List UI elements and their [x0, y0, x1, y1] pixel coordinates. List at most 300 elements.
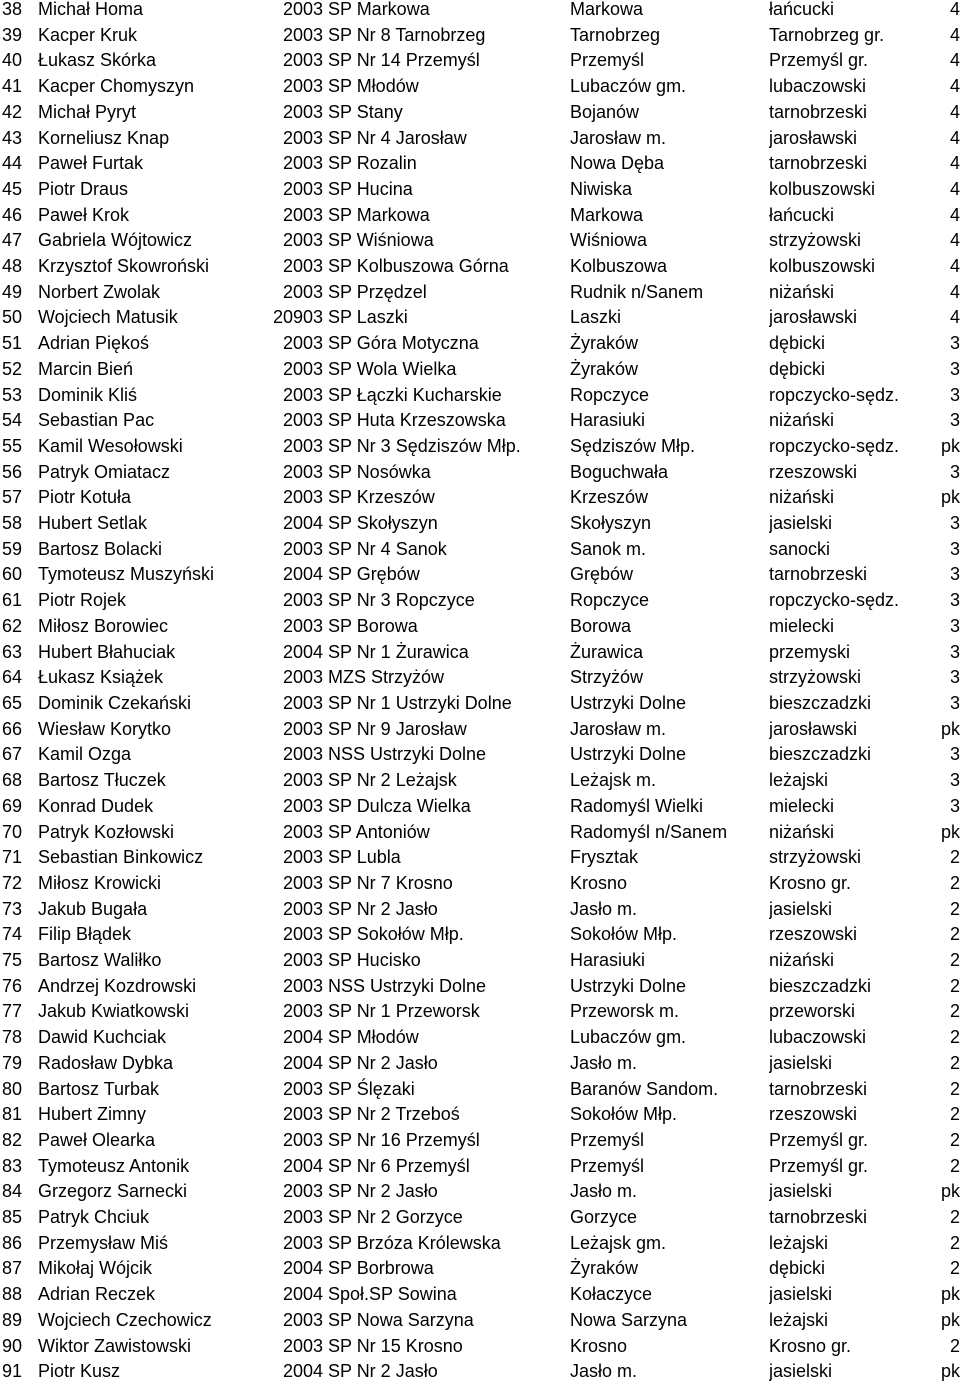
place-number-cell: 68: [2, 770, 23, 791]
place-number-cell: 60: [2, 564, 23, 585]
place-number-cell: 84: [2, 1181, 23, 1202]
table-row: [0, 640, 960, 666]
county-cell: Przemyśl gr.: [769, 1155, 869, 1176]
table-row: [0, 974, 960, 1000]
municipality-cell: Ropczyce: [570, 590, 650, 611]
county-cell: przeworski: [769, 1001, 856, 1022]
school-name-cell: SP Łączki Kucharskie: [328, 384, 502, 405]
school-name-cell: SP Markowa: [328, 204, 430, 225]
school-name-cell: SP Borowa: [328, 615, 418, 636]
table-row: [0, 1102, 960, 1128]
municipality-cell: Sokołów Młp.: [570, 924, 678, 945]
score-cell: pk: [940, 718, 960, 739]
score-cell: 2: [949, 1104, 960, 1125]
school-name-cell: NSS Ustrzyki Dolne: [328, 744, 487, 765]
table-row: [0, 485, 960, 511]
score-cell: 4: [949, 307, 960, 328]
birth-year-cell: 2003: [282, 1309, 323, 1330]
birth-year-cell: 2003: [282, 358, 323, 379]
municipality-cell: Ropczyce: [570, 384, 650, 405]
table-row: [0, 1025, 960, 1051]
municipality-cell: Leżajsk m.: [570, 770, 657, 791]
table-row: [0, 562, 960, 588]
county-cell: jasielski: [769, 1052, 833, 1073]
county-cell: mielecki: [769, 795, 835, 816]
county-cell: Tarnobrzeg gr.: [769, 24, 885, 45]
score-cell: 4: [949, 153, 960, 174]
birth-year-cell: 2003: [282, 76, 323, 97]
school-name-cell: SP Nr 8 Tarnobrzeg: [328, 24, 486, 45]
score-cell: 3: [949, 641, 960, 662]
place-number-cell: 69: [2, 795, 23, 816]
birth-year-cell: 2003: [282, 898, 323, 919]
score-cell: 4: [949, 178, 960, 199]
student-name-cell: Wojciech Czechowicz: [38, 1309, 212, 1330]
table-row: [0, 588, 960, 614]
county-cell: ropczycko-sędz.: [769, 384, 900, 405]
place-number-cell: 45: [2, 178, 23, 199]
school-name-cell: SP Nr 2 Gorzyce: [328, 1207, 463, 1228]
county-cell: sanocki: [769, 538, 831, 559]
table-row: [0, 871, 960, 897]
score-cell: 4: [949, 76, 960, 97]
birth-year-cell: 2003: [282, 1078, 323, 1099]
place-number-cell: 55: [2, 435, 23, 456]
municipality-cell: Ustrzyki Dolne: [570, 692, 687, 713]
place-number-cell: 43: [2, 127, 23, 148]
school-name-cell: SP Nowa Sarzyna: [328, 1309, 474, 1330]
table-row: [0, 1231, 960, 1257]
municipality-cell: Strzyżów: [570, 667, 644, 688]
student-name-cell: Dawid Kuchciak: [38, 1027, 167, 1048]
county-cell: lubaczowski: [769, 76, 867, 97]
score-cell: 3: [949, 615, 960, 636]
score-cell: 4: [949, 127, 960, 148]
student-name-cell: Wojciech Matusik: [38, 307, 178, 328]
score-cell: 3: [949, 667, 960, 688]
county-cell: Przemyśl gr.: [769, 1129, 869, 1150]
school-name-cell: SP Skołyszyn: [328, 513, 438, 534]
student-name-cell: Krzysztof Skowroński: [38, 256, 210, 277]
score-cell: 4: [949, 281, 960, 302]
student-name-cell: Piotr Kotuła: [38, 487, 132, 508]
place-number-cell: 73: [2, 898, 23, 919]
table-row: [0, 177, 960, 203]
table-row: [0, 254, 960, 280]
score-cell: pk: [940, 435, 960, 456]
student-name-cell: Hubert Setlak: [38, 513, 148, 534]
school-name-cell: SP Nr 1 Przeworsk: [328, 1001, 480, 1022]
table-row: [0, 742, 960, 768]
county-cell: jasielski: [769, 1284, 833, 1305]
place-number-cell: 47: [2, 230, 23, 251]
place-number-cell: 80: [2, 1078, 23, 1099]
score-cell: pk: [940, 1181, 960, 1202]
municipality-cell: Krosno: [570, 1335, 628, 1356]
student-name-cell: Patryk Chciuk: [38, 1207, 150, 1228]
student-name-cell: Gabriela Wójtowicz: [38, 230, 193, 251]
municipality-cell: Gorzyce: [570, 1207, 638, 1228]
student-name-cell: Marcin Bień: [38, 358, 134, 379]
place-number-cell: 67: [2, 744, 23, 765]
student-name-cell: Piotr Draus: [38, 178, 129, 199]
birth-year-cell: 2003: [282, 692, 323, 713]
place-number-cell: 86: [2, 1232, 23, 1253]
municipality-cell: Wiśniowa: [570, 230, 648, 251]
score-cell: 3: [949, 538, 960, 559]
school-name-cell: SP Stany: [328, 101, 403, 122]
municipality-cell: Jarosław m.: [570, 127, 667, 148]
municipality-cell: Bojanów: [570, 101, 640, 122]
student-name-cell: Wiesław Korytko: [38, 718, 172, 739]
student-name-cell: Sebastian Pac: [38, 410, 155, 431]
place-number-cell: 57: [2, 487, 23, 508]
student-name-cell: Jakub Kwiatkowski: [38, 1001, 190, 1022]
school-name-cell: SP Nr 2 Jasło: [328, 1052, 438, 1073]
birth-year-cell: 2003: [282, 847, 323, 868]
school-name-cell: SP Brzóza Królewska: [328, 1232, 501, 1253]
county-cell: rzeszowski: [769, 924, 858, 945]
student-name-cell: Piotr Rojek: [38, 590, 127, 611]
place-number-cell: 82: [2, 1129, 23, 1150]
table-row: [0, 1359, 960, 1385]
score-cell: 4: [949, 230, 960, 251]
school-name-cell: SP Młodów: [328, 76, 419, 97]
place-number-cell: 64: [2, 667, 23, 688]
table-row: [0, 999, 960, 1025]
municipality-cell: Jasło m.: [570, 1052, 638, 1073]
place-number-cell: 71: [2, 847, 23, 868]
birth-year-cell: 2003: [282, 821, 323, 842]
table-row: [0, 1282, 960, 1308]
school-name-cell: SP Lubla: [328, 847, 401, 868]
county-cell: leżajski: [769, 1232, 829, 1253]
school-name-cell: SP Młodów: [328, 1027, 419, 1048]
student-name-cell: Bartosz Bolacki: [38, 538, 163, 559]
score-cell: 2: [949, 1207, 960, 1228]
county-cell: dębicki: [769, 333, 826, 354]
birth-year-cell: 2004: [282, 1284, 323, 1305]
municipality-cell: Frysztak: [570, 847, 639, 868]
place-number-cell: 59: [2, 538, 23, 559]
birth-year-cell: 2003: [282, 384, 323, 405]
place-number-cell: 42: [2, 101, 23, 122]
score-cell: 2: [949, 1052, 960, 1073]
score-cell: 2: [949, 1078, 960, 1099]
score-cell: 2: [949, 1335, 960, 1356]
municipality-cell: Lubaczów gm.: [570, 76, 687, 97]
municipality-cell: Grębów: [570, 564, 634, 585]
table-row: [0, 845, 960, 871]
place-number-cell: 76: [2, 975, 23, 996]
student-name-cell: Paweł Furtak: [38, 153, 144, 174]
place-number-cell: 88: [2, 1284, 23, 1305]
school-name-cell: SP Nr 2 Trzeboś: [328, 1104, 460, 1125]
birth-year-cell: 2003: [282, 770, 323, 791]
place-number-cell: 44: [2, 153, 23, 174]
municipality-cell: Borowa: [570, 615, 632, 636]
municipality-cell: Kołaczyce: [570, 1284, 653, 1305]
school-name-cell: SP Wola Wielka: [328, 358, 457, 379]
county-cell: mielecki: [769, 615, 835, 636]
county-cell: łańcucki: [769, 0, 835, 19]
table-row: [0, 23, 960, 49]
school-name-cell: SP Rozalin: [328, 153, 417, 174]
county-cell: Przemyśl gr.: [769, 50, 869, 71]
place-number-cell: 51: [2, 333, 23, 354]
student-name-cell: Kamil Wesołowski: [38, 435, 183, 456]
place-number-cell: 46: [2, 204, 23, 225]
score-cell: 4: [949, 0, 960, 19]
table-row: [0, 768, 960, 794]
county-cell: przemyski: [769, 641, 851, 662]
birth-year-cell: 2003: [282, 281, 323, 302]
student-name-cell: Miłosz Krowicki: [38, 872, 162, 893]
municipality-cell: Przemyśl: [570, 50, 645, 71]
place-number-cell: 89: [2, 1309, 23, 1330]
birth-year-cell: 2004: [282, 564, 323, 585]
school-name-cell: SP Krzeszów: [328, 487, 435, 508]
municipality-cell: Żyraków: [570, 1258, 639, 1279]
birth-year-cell: 2004: [282, 513, 323, 534]
school-name-cell: SP Borbrowa: [328, 1258, 434, 1279]
municipality-cell: Żyraków: [570, 358, 639, 379]
score-cell: 2: [949, 847, 960, 868]
county-cell: jasielski: [769, 898, 833, 919]
place-number-cell: 38: [2, 0, 23, 19]
student-name-cell: Michał Pyryt: [38, 101, 137, 122]
municipality-cell: Radomyśl Wielki: [570, 795, 704, 816]
score-cell: 3: [949, 513, 960, 534]
place-number-cell: 83: [2, 1155, 23, 1176]
score-cell: 2: [949, 1232, 960, 1253]
score-cell: 3: [949, 461, 960, 482]
municipality-cell: Sanok m.: [570, 538, 647, 559]
student-name-cell: Paweł Krok: [38, 204, 130, 225]
table-row: [0, 897, 960, 923]
place-number-cell: 81: [2, 1104, 23, 1125]
table-row: [0, 460, 960, 486]
place-number-cell: 75: [2, 950, 23, 971]
county-cell: tarnobrzeski: [769, 1078, 868, 1099]
place-number-cell: 91: [2, 1361, 23, 1382]
school-name-cell: SP Nr 1 Żurawica: [328, 641, 469, 662]
county-cell: strzyżowski: [769, 230, 862, 251]
score-cell: 2: [949, 1001, 960, 1022]
student-name-cell: Łukasz Książek: [38, 667, 164, 688]
table-row: [0, 665, 960, 691]
county-cell: tarnobrzeski: [769, 1207, 868, 1228]
student-name-cell: Konrad Dudek: [38, 795, 154, 816]
place-number-cell: 40: [2, 50, 23, 71]
school-name-cell: SP Nr 2 Jasło: [328, 1361, 438, 1382]
birth-year-cell: 2003: [282, 127, 323, 148]
birth-year-cell: 2003: [282, 24, 323, 45]
student-name-cell: Dominik Kliś: [38, 384, 138, 405]
table-row: [0, 794, 960, 820]
table-row: [0, 1051, 960, 1077]
school-name-cell: SP Nr 2 Jasło: [328, 898, 438, 919]
county-cell: rzeszowski: [769, 1104, 858, 1125]
birth-year-cell: 2003: [282, 924, 323, 945]
table-row: [0, 537, 960, 563]
student-name-cell: Dominik Czekański: [38, 692, 192, 713]
table-row: [0, 511, 960, 537]
county-cell: tarnobrzeski: [769, 101, 868, 122]
table-row: [0, 1205, 960, 1231]
score-cell: 3: [949, 358, 960, 379]
score-cell: 3: [949, 333, 960, 354]
birth-year-cell: 2003: [282, 718, 323, 739]
student-name-cell: Bartosz Waliłko: [38, 950, 162, 971]
student-name-cell: Filip Błądek: [38, 924, 132, 945]
municipality-cell: Rudnik n/Sanem: [570, 281, 704, 302]
score-cell: 2: [949, 1258, 960, 1279]
municipality-cell: Jasło m.: [570, 898, 638, 919]
place-number-cell: 49: [2, 281, 23, 302]
student-name-cell: Łukasz Skórka: [38, 50, 157, 71]
county-cell: niżański: [769, 487, 835, 508]
table-row: [0, 1334, 960, 1360]
birth-year-cell: 2003: [282, 615, 323, 636]
student-name-cell: Korneliusz Knap: [38, 127, 170, 148]
place-number-cell: 85: [2, 1207, 23, 1228]
municipality-cell: Krzeszów: [570, 487, 649, 508]
score-cell: pk: [940, 487, 960, 508]
birth-year-cell: 2003: [282, 410, 323, 431]
municipality-cell: Harasiuki: [570, 950, 646, 971]
county-cell: kolbuszowski: [769, 256, 876, 277]
municipality-cell: Krosno: [570, 872, 628, 893]
score-cell: pk: [940, 1361, 960, 1382]
score-cell: 3: [949, 590, 960, 611]
table-row: [0, 331, 960, 357]
birth-year-cell: 2003: [282, 153, 323, 174]
student-name-cell: Piotr Kusz: [38, 1361, 121, 1382]
table-row: [0, 357, 960, 383]
score-cell: 2: [949, 872, 960, 893]
school-name-cell: SP Nr 9 Jarosław: [328, 718, 467, 739]
place-number-cell: 61: [2, 590, 23, 611]
table-row: [0, 383, 960, 409]
student-name-cell: Michał Homa: [38, 0, 144, 19]
score-cell: 2: [949, 898, 960, 919]
score-cell: pk: [940, 1284, 960, 1305]
county-cell: jasielski: [769, 513, 833, 534]
school-name-cell: SP Przędzel: [328, 281, 427, 302]
county-cell: tarnobrzeski: [769, 564, 868, 585]
county-cell: kolbuszowski: [769, 178, 876, 199]
school-name-cell: NSS Ustrzyki Dolne: [328, 975, 487, 996]
municipality-cell: Jarosław m.: [570, 718, 667, 739]
municipality-cell: Nowa Dęba: [570, 153, 665, 174]
municipality-cell: Laszki: [570, 307, 622, 328]
place-number-cell: 39: [2, 24, 23, 45]
table-row: [0, 691, 960, 717]
school-name-cell: SP Nr 4 Jarosław: [328, 127, 467, 148]
birth-year-cell: 2003: [282, 872, 323, 893]
school-name-cell: SP Nr 6 Przemyśl: [328, 1155, 470, 1176]
county-cell: jasielski: [769, 1181, 833, 1202]
school-name-cell: SP Nr 14 Przemyśl: [328, 50, 480, 71]
table-row: [0, 100, 960, 126]
birth-year-cell: 2003: [282, 487, 323, 508]
municipality-cell: Kolbuszowa: [570, 256, 668, 277]
student-name-cell: Kacper Chomyszyn: [38, 76, 195, 97]
county-cell: niżański: [769, 821, 835, 842]
place-number-cell: 72: [2, 872, 23, 893]
table-row: [0, 1179, 960, 1205]
birth-year-cell: 2004: [282, 1361, 323, 1382]
score-cell: 2: [949, 950, 960, 971]
school-name-cell: SP Antoniów: [328, 821, 430, 842]
birth-year-cell: 2003: [282, 1104, 323, 1125]
table-row: [0, 203, 960, 229]
score-cell: 3: [949, 770, 960, 791]
score-cell: 2: [949, 975, 960, 996]
table-row: [0, 408, 960, 434]
birth-year-cell: 2003: [282, 1232, 323, 1253]
school-name-cell: SP Kolbuszowa Górna: [328, 256, 509, 277]
municipality-cell: Sędziszów Młp.: [570, 435, 696, 456]
birth-year-cell: 2003: [282, 795, 323, 816]
birth-year-cell: 2003: [282, 590, 323, 611]
municipality-cell: Boguchwała: [570, 461, 669, 482]
county-cell: lubaczowski: [769, 1027, 867, 1048]
school-name-cell: SP Nr 1 Ustrzyki Dolne: [328, 692, 512, 713]
county-cell: jarosławski: [769, 307, 858, 328]
score-cell: 3: [949, 795, 960, 816]
county-cell: leżajski: [769, 770, 829, 791]
birth-year-cell: 2003: [282, 333, 323, 354]
county-cell: niżański: [769, 281, 835, 302]
school-name-cell: MZS Strzyżów: [328, 667, 445, 688]
student-name-cell: Patryk Omiatacz: [38, 461, 171, 482]
school-name-cell: SP Markowa: [328, 0, 430, 19]
student-name-cell: Grzegorz Sarnecki: [38, 1181, 188, 1202]
municipality-cell: Przemyśl: [570, 1129, 645, 1150]
birth-year-cell: 2003: [282, 975, 323, 996]
county-cell: bieszczadzki: [769, 692, 872, 713]
score-cell: 4: [949, 24, 960, 45]
student-name-cell: Adrian Piękoś: [38, 333, 150, 354]
place-number-cell: 87: [2, 1258, 23, 1279]
school-name-cell: SP Nr 7 Krosno: [328, 872, 453, 893]
municipality-cell: Lubaczów gm.: [570, 1027, 687, 1048]
municipality-cell: Markowa: [570, 204, 644, 225]
student-name-cell: Norbert Zwolak: [38, 281, 161, 302]
score-cell: pk: [940, 821, 960, 842]
municipality-cell: Radomyśl n/Sanem: [570, 821, 728, 842]
birth-year-cell: 20903: [272, 307, 323, 328]
place-number-cell: 48: [2, 256, 23, 277]
county-cell: ropczycko-sędz.: [769, 590, 900, 611]
table-row: [0, 48, 960, 74]
school-name-cell: SP Ślęzaki: [328, 1078, 415, 1099]
county-cell: jarosławski: [769, 127, 858, 148]
birth-year-cell: 2003: [282, 1335, 323, 1356]
birth-year-cell: 2003: [282, 178, 323, 199]
county-cell: bieszczadzki: [769, 744, 872, 765]
school-name-cell: SP Nr 16 Przemyśl: [328, 1129, 480, 1150]
place-number-cell: 78: [2, 1027, 23, 1048]
birth-year-cell: 2003: [282, 950, 323, 971]
student-name-cell: Tymoteusz Antonik: [38, 1155, 190, 1176]
municipality-cell: Żurawica: [570, 641, 644, 662]
birth-year-cell: 2003: [282, 461, 323, 482]
score-cell: 2: [949, 1129, 960, 1150]
birth-year-cell: 2003: [282, 744, 323, 765]
